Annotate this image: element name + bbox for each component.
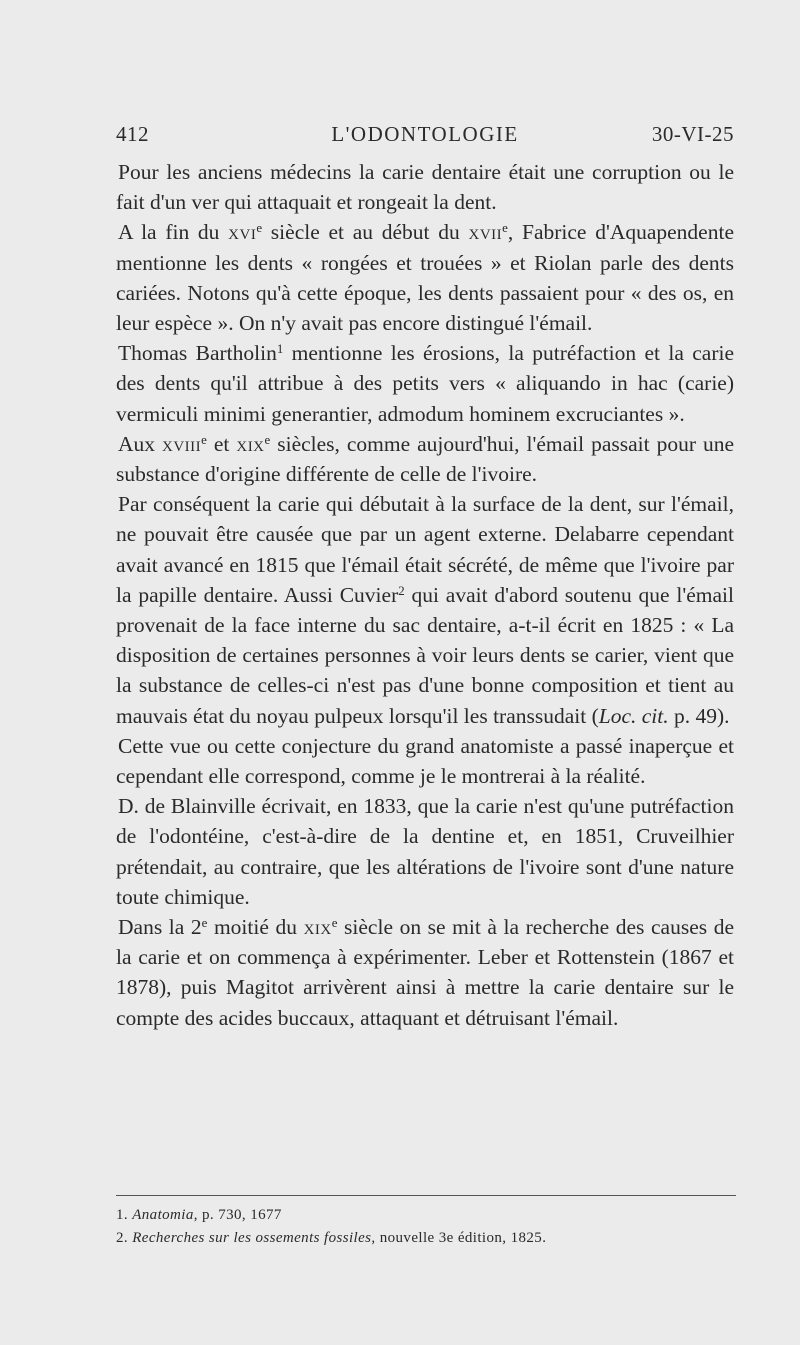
running-header [116,122,734,152]
century-numeral: xvi [228,220,257,245]
issue-date: 30-VI-25 [651,122,734,146]
footnotes [116,1204,736,1250]
footnote-number: 1. [116,1207,133,1223]
century-numeral: xviii [162,431,202,456]
footnote-divider [116,1195,736,1196]
paragraph-1-text: Pour les anciens médecins la carie dentaire était une corruption ou le fait d'un ver qui attaquait et rongeait la dent. [116,160,734,215]
superscript: e [201,915,208,930]
superscript: e [201,432,207,447]
text-run: Thomas Bartholin [118,341,277,366]
text-run: , Fabrice d'Aquapendente mentionne les dents « rongées et trouées » et Riolan parle des dents cariées. Notons qu'à cette époque, les dents passaient pour « des os, en leur espèce ». On n'y avait pas encore distingué l'émail. [116,220,734,336]
paragraph-6-text: Cette vue ou cette conjecture du grand anatomiste a passé inaperçue et cependant elle correspond, comme je le montrerai à la réalité. [116,733,734,789]
text-run: siècle on se mit à la recherche des causes de la carie et on commença à expérimenter. Leber et Rottenstein (1867 et 1878), puis Magitot arrivèrent ainsi à mettre la carie dentaire sur le compte des acides buccaux, attaquant et détruisant l'émail. [116,915,735,1030]
paragraph-7-text: D. de Blainville écrivait, en 1833, que la carie n'est qu'une putréfaction de l'odontéine, c'est-à-dire de la dentine et, en 1851, Cruveilhier prétendait, au contraire, que les altérations de l'ivoire sont d'une nature toute chimique. [116,794,734,909]
text-run: Aux [118,431,162,456]
superscript: e [264,432,271,447]
main-text [116,157,734,1033]
footnote-number: 2. [116,1230,133,1246]
footnote-rest: , p. 730, 1677 [193,1207,282,1223]
italic-citation: Loc. cit. [598,703,669,728]
footnote-ref: 2 [398,583,405,598]
text-run: Par conséquent la carie qui débutait à la surface de la dent, sur l'émail, ne pouvait être causée que par un agent externe. Delabarre cependant avait avancé en 1815 que l'émail était sécrété, de même que l'ivoire par la papille dentaire. Aussi Cuvier [116,492,734,607]
text-run: p. 49). [668,703,730,728]
journal-title: L'ODONTOLOGIE [331,122,519,146]
superscript: e [256,221,263,236]
text-run: siècles, comme aujourd'hui, l'émail passait pour une substance d'origine différente de celle de l'ivoire. [116,431,734,487]
century-numeral: xix [236,431,265,456]
paragraph-2 [116,217,734,338]
century-numeral: xvii [468,220,503,245]
century-numeral: xix [303,915,332,940]
paragraph-4 [116,429,734,489]
text-run: siècle et au début du [262,220,469,245]
page-number: 412 [116,122,149,146]
text-run: Dans la 2 [118,915,202,940]
footnote-1 [116,1204,736,1227]
text-run: qui avait d'abord soutenu que l'émail provenait de la face interne du sac dentaire, a-t-il écrit en 1825 : « La disposition de certaines personnes à voir leurs dents se carier, vient que la substance de celles-ci n'est pas d'une bonne composition et tient au mauvais état du noyau pulpeux lorsqu'il les transsudait ( [116,582,734,728]
paragraph-5 [116,489,734,731]
paragraph-8 [116,912,734,1033]
paragraph-6 [116,731,734,791]
paragraph-3 [116,338,734,429]
text-run: moitié du [207,915,304,940]
footnote-title: Anatomia [132,1207,194,1223]
footnote-2 [116,1227,736,1250]
footnote-ref: 1 [276,342,284,357]
paragraph-7 [116,791,734,912]
paragraph-1 [116,157,734,217]
footnote-rest: , nouvelle 3e édition, 1825. [371,1230,547,1246]
text-run: et [206,431,237,456]
text-run: mentionne les érosions, la putréfaction et la carie des dents qu'il attribue à des petits vers « aliquando in hac (carie) vermiculi minimi generantier, admodum hominem excruciantes ». [116,341,734,426]
superscript: e [502,221,508,236]
footnote-title: Recherches sur les ossements fossiles [132,1230,372,1246]
text-run: A la fin du [118,220,229,245]
superscript: e [331,915,338,930]
